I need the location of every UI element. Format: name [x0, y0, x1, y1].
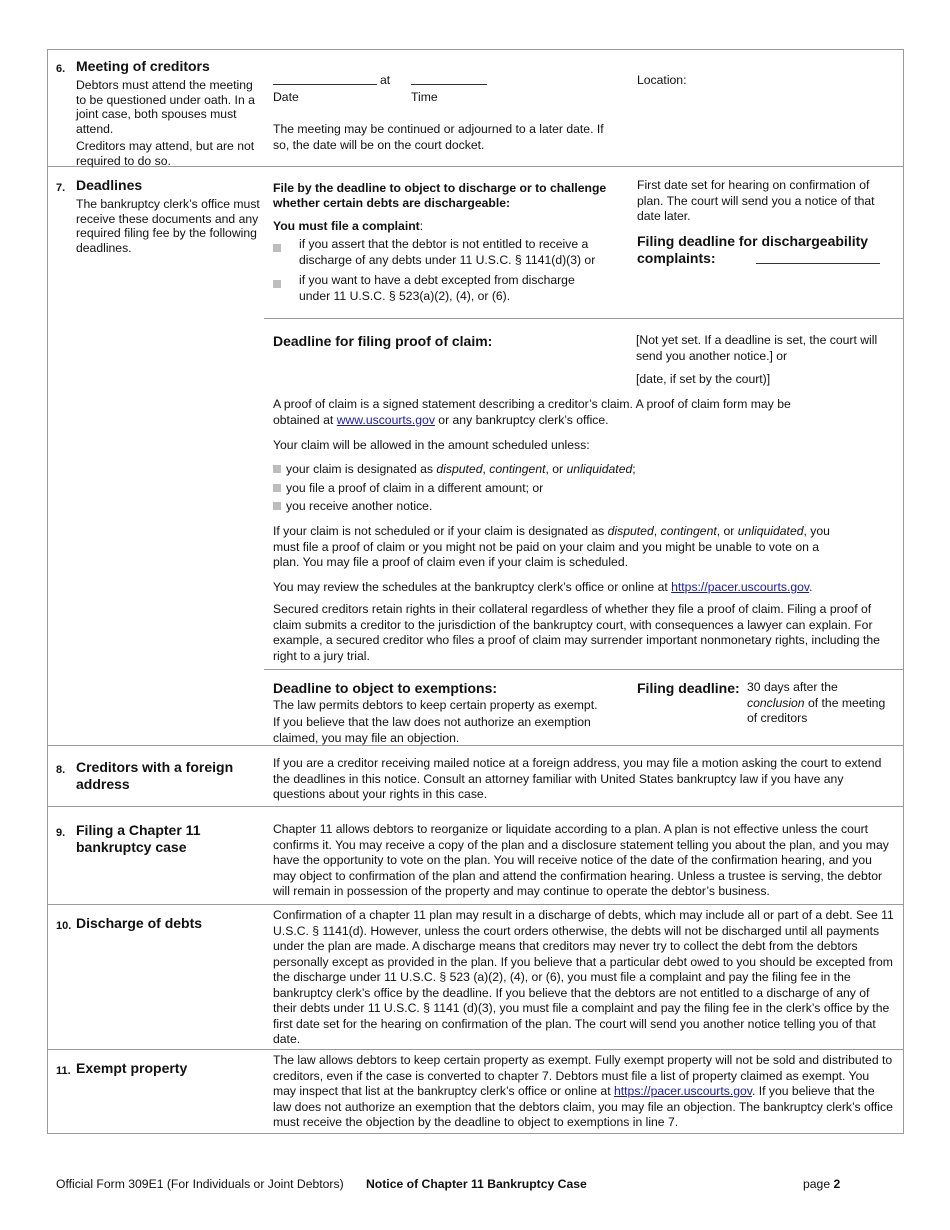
divider [264, 318, 904, 319]
paragraph-text: . [809, 580, 813, 594]
bullet-text: you receive another notice. [286, 499, 433, 513]
not-scheduled-paragraph: If your claim is not scheduled or if your claim is designated as disputed, contingent, or unliquidated, you must file a proof of claim or you might not be paid on your claim and you might be unable to vote on a plan. You may file a proof of claim even if your claim is scheduled. [273, 524, 830, 569]
section-number: 8. [56, 764, 66, 776]
must-file-colon: : [419, 219, 424, 233]
proof-date-if-set: [date, if set by the court)] [636, 372, 771, 386]
section-text: Confirmation of a chapter 11 plan may result in a discharge of debts, which may include all or part of a debt. See 11 U.S.C. § 1141(d). However, unless the court orders otherwise, the debts will not be discharged until all payments under the plan are made. A discharge means that creditors may never try to collect the debt from the debtors personally except as provided in the plan. If you believe that a particular debt owed to you should be excepted from the discharge under 11 U.S.C. § 523 (a)(2), (4), or (6), you must file a complaint and pay the filing fee in the bankruptcy clerk’s office by the deadline. If you believe that the debtors are not entitled to a discharge of any of their debts under 11 U.S.C. § 1141 (d)(3), you must file a complaint and pay the filing fee in the clerk’s office by the first date set for the hearing on confirmation of the plan. The court will send you another notice telling you of that date. [273, 908, 894, 1046]
paragraph-text: , you must file a proof of claim or you might not be paid on your claim and you might be unable to vote on a plan. You may file a proof of claim even if your claim is scheduled. [273, 524, 830, 569]
bullet-square [273, 277, 286, 293]
divider [47, 904, 904, 905]
section-text: If you are a creditor receiving mailed notice at a foreign address, you may file a motion asking the court to extend the deadlines in this notice. Consult an attorney familiar with United States bankruptcy law if you have any questions about your rights in this case. [273, 756, 882, 801]
discharge-deadline-heading: File by the deadline to object to discharge or to challenge whether certain debts are dischargeable: [273, 181, 607, 210]
paragraph-text: The law allows debtors to keep certain property as exempt. Fully exempt property will not be sold and distributed to creditors, even if the case is converted to chapter 7. Debtors must file a list of property claimed as exempt. You may inspect that list at the bankruptcy clerk’s office or online at [273, 1053, 893, 1098]
time-blank [411, 72, 487, 85]
section-sidebar [76, 78, 262, 168]
exemptions-heading: Deadline to object to exemptions: [273, 680, 498, 696]
section-number: 11. [56, 1065, 71, 1077]
complaint-bullet-2: if you want to have a debt excepted from discharge under 11 U.S.C. § 523(a)(2), (4), or (6). [299, 273, 575, 303]
section-number: 7. [56, 182, 66, 194]
section-number: 10. [56, 920, 72, 932]
term-disputed: disputed [607, 524, 654, 538]
term-contingent: contingent [489, 462, 546, 476]
must-file-text: You must file a complaint [273, 219, 420, 233]
section-text [273, 1053, 895, 1131]
exemptions-text-2: If you believe that the law does not authorize an exemption claimed, you may file an objection. [273, 715, 591, 745]
bullet-text: you file a proof of claim in a different amount; or [286, 481, 544, 495]
section-title: Exempt property [76, 1060, 188, 1076]
proof-description-text: or any bankruptcy clerk’s office. [434, 412, 609, 427]
section-title: Deadlines [76, 177, 143, 193]
term-disputed: disputed [436, 462, 483, 476]
claim-bullet-2 [273, 481, 543, 497]
sidebar-text: Creditors may attend, but are not required to do so. [76, 139, 255, 168]
divider [264, 669, 904, 670]
dischargeability-deadline: Filing deadline for dischargeability complaints: [637, 233, 869, 266]
time-label: Time [411, 90, 438, 104]
first-date-hearing: First date set for hearing on confirmation of plan. The court will send you a notice of that date later. [637, 178, 875, 223]
claim-allowed-text: Your claim will be allowed in the amount scheduled unless: [273, 438, 590, 452]
pacer-link[interactable]: https://pacer.uscourts.gov [671, 580, 810, 594]
sidebar-text: Debtors must attend the meeting to be questioned under oath. In a joint case, both spouses must attend. [76, 78, 255, 136]
section-title: Discharge of debts [76, 915, 203, 931]
paragraph-text: or [723, 524, 735, 538]
proof-of-claim-heading: Deadline for filing proof of claim: [273, 333, 493, 349]
uscourts-link[interactable]: www.uscourts.gov [336, 412, 435, 427]
claim-bullet-1: your claim is designated as disputed, contingent, or unliquidated; [273, 462, 636, 478]
bullet-square [273, 241, 286, 257]
exemptions-filing-deadline [747, 680, 897, 727]
page-number [803, 1177, 840, 1193]
bullet-text: your claim is designated as [286, 462, 437, 476]
secured-creditors-paragraph: Secured creditors retain rights in their collateral regardless of whether they file a proof of claim. Filing a proof of claim submits a creditor to the jurisdiction of the bankruptcy court, with consequences a lawyer can explain. For example, a secured creditor who files a proof of claim may surrender important nonmonetary rights, including the right to a jury trial. [273, 602, 880, 663]
form-name: Official Form 309E1 (For Individuals or Joint Debtors) [56, 1177, 344, 1191]
divider [47, 806, 904, 807]
date-blank [273, 72, 377, 85]
deadline-text: of the meeting of creditors [747, 695, 886, 725]
form-title: Notice of Chapter 11 Bankruptcy Case [366, 1177, 587, 1191]
term-unliquidated: unliquidated [737, 524, 804, 538]
proof-description-text: A proof of claim is a signed statement describing a creditor’s claim. A proof of claim form may be obtained at [273, 397, 791, 427]
date-label: Date [273, 90, 299, 104]
paragraph-text: You may review the schedules at the bankruptcy clerk’s office or online at [273, 580, 672, 594]
proof-not-yet-set: [Not yet set. If a deadline is set, the court will send you another notice.] or [636, 333, 878, 363]
section-title: Meeting of creditors [76, 58, 210, 74]
term-contingent: contingent [660, 524, 717, 538]
divider [47, 1049, 904, 1050]
section-text: Chapter 11 allows debtors to reorganize or liquidate according to a plan. A plan is not effective unless the court confirms it. You may receive a copy of the plan and a disclosure statement telling you about the plan, and you may have the opportunity to vote on the plan. You will receive notice of the date of the confirmation hearing, and you may object to confirmation of the plan and attend the confirmation hearing. Unless a trustee is serving, the debtor will remain in possession of the property and may continue to operate the debtor’s business. [273, 822, 889, 898]
meeting-continued-note: The meeting may be continued or adjourned to a later date. If so, the date will be on the court docket. [273, 122, 604, 152]
sidebar-text: The bankruptcy clerk’s office must receive these documents and any required filing fee by the following deadlines. [76, 197, 260, 255]
pacer-link[interactable]: https://pacer.uscourts.gov [613, 1084, 752, 1098]
must-file-complaint [273, 219, 423, 235]
claim-bullet-3 [273, 499, 432, 515]
term-unliquidated: unliquidated [566, 462, 633, 476]
page-num: 2 [833, 1177, 841, 1191]
deadline-text: 30 days after the [747, 680, 838, 694]
paragraph-text: If your claim is not scheduled or if your claim is designated as [273, 524, 608, 538]
section-title: Creditors with a foreign address [76, 759, 234, 792]
location-label: Location: [637, 73, 687, 87]
review-schedules [273, 580, 893, 596]
dischargeability-date-blank [756, 251, 880, 264]
section-number: 6. [56, 63, 66, 75]
page-label: page [803, 1177, 831, 1191]
exemptions-text-1: The law permits debtors to keep certain property as exempt. [273, 698, 598, 712]
proof-description [273, 397, 813, 428]
paragraph-text: . If you believe that the law does not authorize an exemption that the debtors claim, you may file an objection. The bankruptcy clerk’s office must receive the objection by the deadline to object to exemptions in line 7. [273, 1084, 893, 1129]
complaint-bullet-1: if you assert that the debtor is not entitled to receive a discharge of any debts under 11 U.S.C. § 1141(d)(3) or [299, 237, 596, 267]
at-label: at [380, 73, 391, 87]
section-title: Filing a Chapter 11 bankruptcy case [76, 822, 201, 855]
filing-deadline-label: Filing deadline: [637, 680, 740, 696]
term-conclusion: conclusion [747, 695, 805, 710]
bullet-text: or [552, 462, 564, 476]
section-number: 9. [56, 827, 66, 839]
